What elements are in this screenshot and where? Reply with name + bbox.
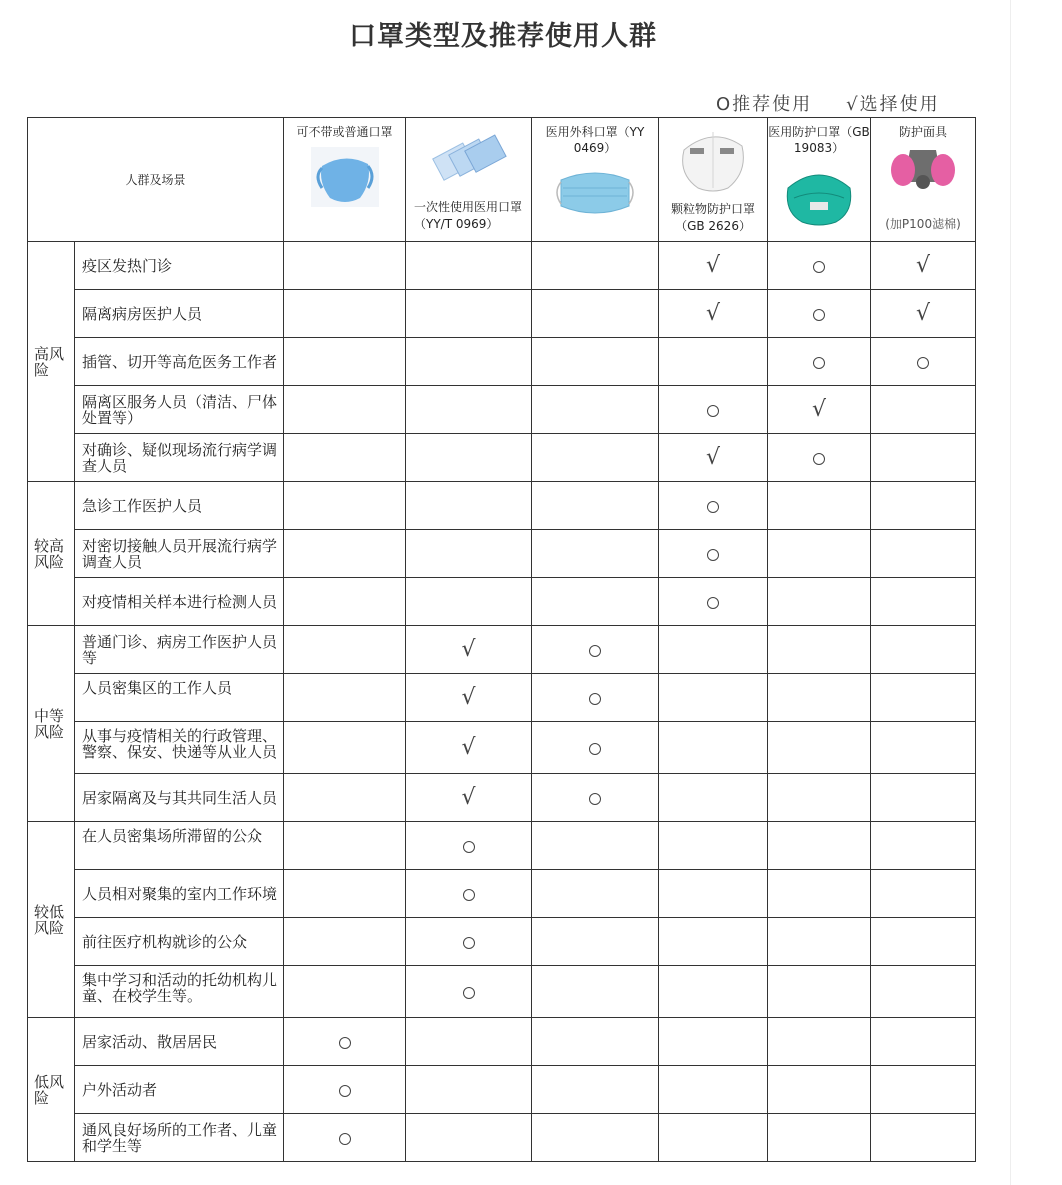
empty-cell <box>284 434 406 482</box>
empty-cell <box>284 482 406 530</box>
recommend-mark <box>532 674 659 722</box>
empty-cell <box>659 966 768 1018</box>
table-row <box>28 290 976 338</box>
scene-label: 人员相对聚集的室内工作环境 <box>75 870 284 918</box>
empty-cell <box>871 578 976 626</box>
risk-category: 低风险 <box>28 1018 75 1162</box>
scene-label: 对确诊、疑似现场流行病学调查人员 <box>75 434 284 482</box>
col-header-medical-respirator <box>768 118 871 242</box>
scene-label: 集中学习和活动的托幼机构儿童、在校学生等。 <box>75 966 284 1018</box>
empty-cell <box>871 918 976 966</box>
scene-label: 插管、切开等高危医务工作者 <box>75 338 284 386</box>
empty-cell <box>871 626 976 674</box>
scene-label: 从事与疫情相关的行政管理、警察、保安、快递等从业人员 <box>75 722 284 774</box>
circle-mark-icon <box>589 645 601 657</box>
scene-header: 人群及场景 <box>28 118 284 242</box>
empty-cell <box>768 530 871 578</box>
risk-category: 较高风险 <box>28 482 75 626</box>
empty-cell <box>284 626 406 674</box>
recommend-mark <box>532 626 659 674</box>
circle-mark-icon <box>339 1085 351 1097</box>
circle-mark-icon <box>813 309 825 321</box>
empty-cell <box>532 242 659 290</box>
table-row <box>28 1114 976 1162</box>
circle-mark-icon <box>707 501 719 513</box>
recommend-mark <box>284 1066 406 1114</box>
table-row <box>28 338 976 386</box>
empty-cell <box>284 822 406 870</box>
circle-mark-icon <box>917 357 929 369</box>
circle-mark-icon <box>707 549 719 561</box>
empty-cell <box>871 774 976 822</box>
empty-cell <box>768 1114 871 1162</box>
gas-mask-icon <box>888 142 958 194</box>
empty-cell <box>284 578 406 626</box>
recommend-mark <box>532 774 659 822</box>
empty-cell <box>871 482 976 530</box>
risk-category: 高风险 <box>28 242 75 482</box>
recommend-mark <box>659 578 768 626</box>
scene-label: 户外活动者 <box>75 1066 284 1114</box>
empty-cell <box>871 870 976 918</box>
empty-cell <box>406 242 532 290</box>
empty-cell <box>406 530 532 578</box>
recommend-mark <box>768 338 871 386</box>
recommend-mark <box>532 722 659 774</box>
table-row <box>28 774 976 822</box>
col-header-plain-mask <box>284 118 406 242</box>
empty-cell <box>659 1114 768 1162</box>
scene-label: 急诊工作医护人员 <box>75 482 284 530</box>
empty-cell <box>768 578 871 626</box>
col-header-disposable <box>406 118 532 242</box>
table-row <box>28 434 976 482</box>
medical-respirator-icon <box>780 162 858 228</box>
empty-cell <box>284 386 406 434</box>
recommend-mark <box>768 242 871 290</box>
empty-cell <box>871 434 976 482</box>
scene-label: 对密切接触人员开展流行病学调查人员 <box>75 530 284 578</box>
empty-cell <box>768 870 871 918</box>
table-row <box>28 870 976 918</box>
table-row <box>28 1066 976 1114</box>
circle-mark-icon <box>463 889 475 901</box>
legend <box>716 90 940 116</box>
empty-cell <box>406 578 532 626</box>
choose-mark: √ <box>659 290 768 338</box>
page-title: 口罩类型及推荐使用人群 <box>349 21 657 52</box>
circle-mark-icon <box>463 987 475 999</box>
table-row <box>28 578 976 626</box>
empty-cell <box>406 434 532 482</box>
scene-label: 通风良好场所的工作者、儿童和学生等 <box>75 1114 284 1162</box>
empty-cell <box>532 578 659 626</box>
recommend-mark <box>284 1114 406 1162</box>
col-label: 一次性使用医用口罩（YY/T 0969） <box>414 200 523 231</box>
risk-category: 中等风险 <box>28 626 75 822</box>
empty-cell <box>406 290 532 338</box>
scene-label: 隔离区服务人员（清洁、尸体处置等） <box>75 386 284 434</box>
empty-cell <box>532 482 659 530</box>
scene-label: 隔离病房医护人员 <box>75 290 284 338</box>
empty-cell <box>768 1018 871 1066</box>
empty-cell <box>532 1066 659 1114</box>
scene-label: 普通门诊、病房工作医护人员等 <box>75 626 284 674</box>
table-row <box>28 482 976 530</box>
table-row <box>28 626 976 674</box>
col-header-gas-mask <box>871 118 976 242</box>
recommend-mark <box>871 338 976 386</box>
empty-cell <box>532 822 659 870</box>
scene-label: 居家活动、散居居民 <box>75 1018 284 1066</box>
table-row <box>28 242 976 290</box>
empty-cell <box>659 1018 768 1066</box>
empty-cell <box>532 918 659 966</box>
risk-category: 较低风险 <box>28 822 75 1018</box>
empty-cell <box>532 386 659 434</box>
empty-cell <box>406 1066 532 1114</box>
empty-cell <box>659 774 768 822</box>
col-label: 医用外科口罩（YY 0469） <box>545 125 645 155</box>
circle-mark-icon <box>813 261 825 273</box>
legend-choose: √选择使用 <box>846 94 940 115</box>
choose-mark: √ <box>659 242 768 290</box>
table-row <box>28 674 976 722</box>
table-row <box>28 722 976 774</box>
empty-cell <box>284 242 406 290</box>
choose-mark: √ <box>659 434 768 482</box>
disposable-mask-icon <box>419 128 519 190</box>
col-label: 颗粒物防护口罩（GB 2626） <box>671 202 756 233</box>
empty-cell <box>871 722 976 774</box>
table-row <box>28 966 976 1018</box>
empty-cell <box>768 822 871 870</box>
empty-cell <box>659 674 768 722</box>
recommend-mark <box>768 434 871 482</box>
empty-cell <box>659 338 768 386</box>
empty-cell <box>284 966 406 1018</box>
recommend-mark <box>406 822 532 870</box>
choose-mark: √ <box>871 290 976 338</box>
scene-label: 居家隔离及与其共同生活人员 <box>75 774 284 822</box>
empty-cell <box>659 918 768 966</box>
col-label: 可不带或普通口罩 <box>296 125 393 139</box>
scene-label: 对疫情相关样本进行检测人员 <box>75 578 284 626</box>
legend-recommend: O推荐使用 <box>716 94 813 115</box>
recommend-mark <box>406 918 532 966</box>
recommend-mark <box>659 386 768 434</box>
surgical-mask-icon <box>553 162 637 222</box>
circle-mark-icon <box>707 597 719 609</box>
particulate-respirator-icon <box>670 124 756 194</box>
empty-cell <box>768 774 871 822</box>
header-row <box>28 118 976 242</box>
col-label: 医用防护口罩（GB 19083） <box>768 125 870 155</box>
empty-cell <box>284 674 406 722</box>
empty-cell <box>284 870 406 918</box>
circle-mark-icon <box>589 693 601 705</box>
empty-cell <box>871 1114 976 1162</box>
empty-cell <box>406 338 532 386</box>
empty-cell <box>768 722 871 774</box>
scene-label: 在人员密集场所滞留的公众 <box>75 822 284 870</box>
table-row <box>28 386 976 434</box>
recommend-mark <box>406 966 532 1018</box>
choose-mark: √ <box>768 386 871 434</box>
empty-cell <box>284 338 406 386</box>
col-label: 防护面具 <box>899 125 948 139</box>
scene-label: 前往医疗机构就诊的公众 <box>75 918 284 966</box>
empty-cell <box>659 870 768 918</box>
scene-label: 人员密集区的工作人员 <box>75 674 284 722</box>
empty-cell <box>532 1018 659 1066</box>
empty-cell <box>532 966 659 1018</box>
col-header-particulate <box>659 118 768 242</box>
empty-cell <box>659 722 768 774</box>
empty-cell <box>284 918 406 966</box>
empty-cell <box>532 530 659 578</box>
empty-cell <box>768 966 871 1018</box>
circle-mark-icon <box>589 743 601 755</box>
empty-cell <box>768 1066 871 1114</box>
choose-mark: √ <box>406 722 532 774</box>
empty-cell <box>284 530 406 578</box>
recommend-mark <box>768 290 871 338</box>
col-header-surgical <box>532 118 659 242</box>
choose-mark: √ <box>406 626 532 674</box>
circle-mark-icon <box>463 841 475 853</box>
col-sublabel: (加P100滤棉) <box>885 217 961 231</box>
table-row <box>28 822 976 870</box>
cloth-mask-icon <box>310 146 380 208</box>
recommend-mark <box>659 482 768 530</box>
choose-mark: √ <box>406 674 532 722</box>
empty-cell <box>768 918 871 966</box>
table-row <box>28 918 976 966</box>
empty-cell <box>768 674 871 722</box>
circle-mark-icon <box>707 405 719 417</box>
empty-cell <box>532 870 659 918</box>
empty-cell <box>406 386 532 434</box>
empty-cell <box>871 674 976 722</box>
empty-cell <box>284 774 406 822</box>
choose-mark: √ <box>871 242 976 290</box>
empty-cell <box>768 482 871 530</box>
circle-mark-icon <box>339 1037 351 1049</box>
empty-cell <box>871 386 976 434</box>
table-row <box>28 1018 976 1066</box>
empty-cell <box>871 966 976 1018</box>
empty-cell <box>532 434 659 482</box>
empty-cell <box>532 290 659 338</box>
empty-cell <box>871 530 976 578</box>
empty-cell <box>871 822 976 870</box>
mask-table <box>27 117 976 1162</box>
recommend-mark <box>406 870 532 918</box>
page-edge <box>1010 0 1011 1185</box>
recommend-mark <box>659 530 768 578</box>
circle-mark-icon <box>813 453 825 465</box>
empty-cell <box>659 822 768 870</box>
empty-cell <box>768 626 871 674</box>
circle-mark-icon <box>339 1133 351 1145</box>
empty-cell <box>284 290 406 338</box>
empty-cell <box>532 1114 659 1162</box>
empty-cell <box>406 1114 532 1162</box>
empty-cell <box>871 1066 976 1114</box>
recommend-mark <box>284 1018 406 1066</box>
circle-mark-icon <box>813 357 825 369</box>
empty-cell <box>532 338 659 386</box>
table-row <box>28 530 976 578</box>
empty-cell <box>406 1018 532 1066</box>
scene-label: 疫区发热门诊 <box>75 242 284 290</box>
circle-mark-icon <box>589 793 601 805</box>
choose-mark: √ <box>406 774 532 822</box>
empty-cell <box>871 1018 976 1066</box>
empty-cell <box>659 1066 768 1114</box>
empty-cell <box>659 626 768 674</box>
circle-mark-icon <box>463 937 475 949</box>
empty-cell <box>406 482 532 530</box>
empty-cell <box>284 722 406 774</box>
